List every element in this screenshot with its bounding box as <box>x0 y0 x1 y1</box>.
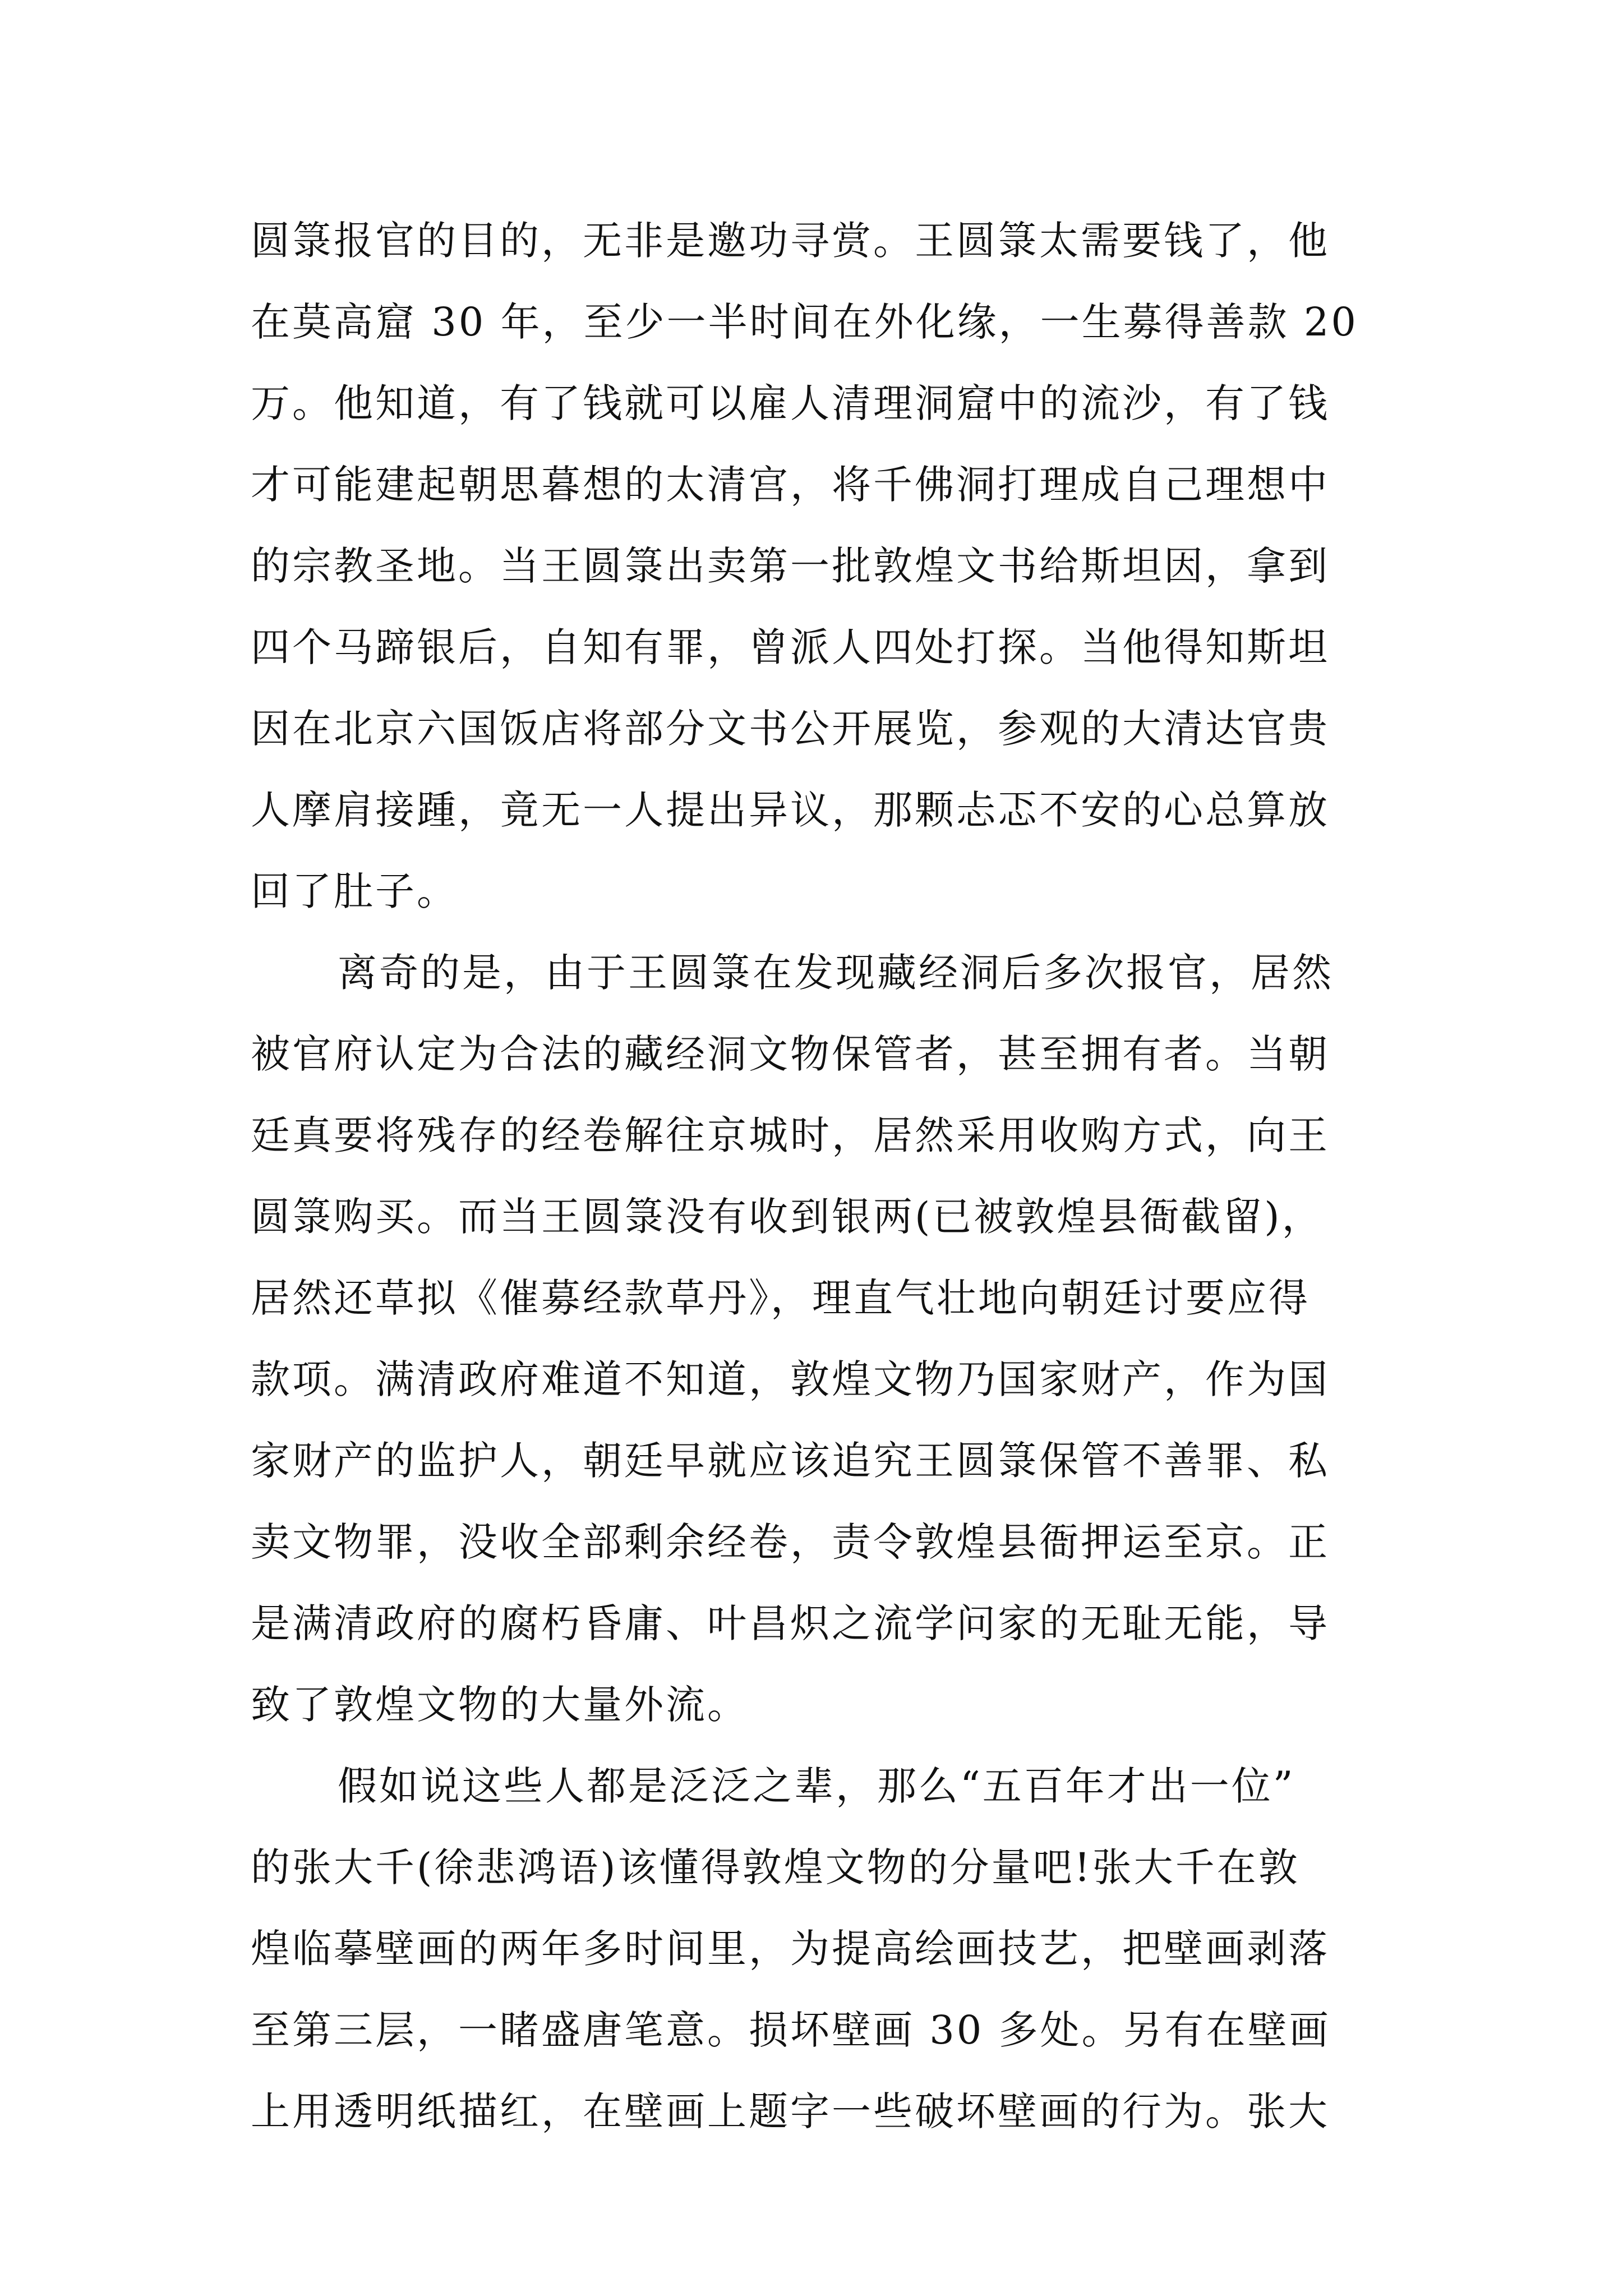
paragraph-1-line-3: 万。他知道，有了钱就可以雇人清理洞窟中的流沙，有了钱 <box>251 380 1330 426</box>
paragraph-3-line-3: 煌临摹壁画的两年多时间里，为提高绘画技艺，把壁画剥落 <box>251 1926 1330 1972</box>
paragraph-2-line-6: 款项。满清政府难道不知道，敦煌文物乃国家财产，作为国 <box>251 1356 1330 1402</box>
paragraph-1-line-9: 回了肚子。 <box>251 868 458 914</box>
paragraph-3-line-2: 的张大千(徐悲鸿语)该懂得敦煌文物的分量吧!张大千在敦 <box>251 1844 1300 1890</box>
paragraph-2-line-8: 卖文物罪，没收全部剩余经卷，责令敦煌县衙押运至京。正 <box>251 1519 1330 1565</box>
paragraph-1-line-7: 因在北京六国饭店将部分文书公开展览，参观的大清达官贵 <box>251 706 1330 752</box>
paragraph-2-line-3: 廷真要将残存的经卷解往京城时，居然采用收购方式，向王 <box>251 1112 1330 1158</box>
paragraph-2-line-4: 圆箓购买。而当王圆箓没有收到银两(已被敦煌县衙截留)， <box>251 1194 1324 1240</box>
paragraph-2-line-2: 被官府认定为合法的藏经洞文物保管者，甚至拥有者。当朝 <box>251 1031 1330 1077</box>
paragraph-1-line-2: 在莫高窟 30 年，至少一半时间在外化缘，一生募得善款 20 <box>251 299 1358 345</box>
paragraph-1-line-1: 圆箓报官的目的，无非是邀功寻赏。王圆箓太需要钱了，他 <box>251 218 1330 264</box>
paragraph-1-line-5: 的宗教圣地。当王圆箓出卖第一批敦煌文书给斯坦因，拿到 <box>251 543 1330 589</box>
paragraph-1-line-4: 才可能建起朝思暮想的太清宫，将千佛洞打理成自己理想中 <box>251 462 1330 508</box>
paragraph-1-line-6: 四个马蹄银后，自知有罪，曾派人四处打探。当他得知斯坦 <box>251 624 1330 670</box>
paragraph-2-line-1: 离奇的是，由于王圆箓在发现藏经洞后多次报官，居然 <box>338 950 1334 996</box>
paragraph-3-line-1: 假如说这些人都是泛泛之辈，那么“五百年才出一位” <box>338 1763 1295 1809</box>
paragraph-3-line-5: 上用透明纸描红，在壁画上题字一些破坏壁画的行为。张大 <box>251 2088 1330 2134</box>
paragraph-2-line-9: 是满清政府的腐朽昏庸、叶昌炽之流学问家的无耻无能，导 <box>251 1600 1330 1646</box>
paragraph-2-line-5: 居然还草拟《催募经款草丹》，理直气壮地向朝廷讨要应得 <box>251 1275 1310 1321</box>
paragraph-2-line-10: 致了敦煌文物的大量外流。 <box>251 1682 749 1728</box>
paragraph-2-line-7: 家财产的监护人，朝廷早就应该追究王圆箓保管不善罪、私 <box>251 1438 1330 1484</box>
paragraph-1-line-8: 人摩肩接踵，竟无一人提出异议，那颗忐忑不安的心总算放 <box>251 787 1330 833</box>
paragraph-3-line-4: 至第三层，一睹盛唐笔意。损坏壁画 30 多处。另有在壁画 <box>251 2007 1331 2053</box>
